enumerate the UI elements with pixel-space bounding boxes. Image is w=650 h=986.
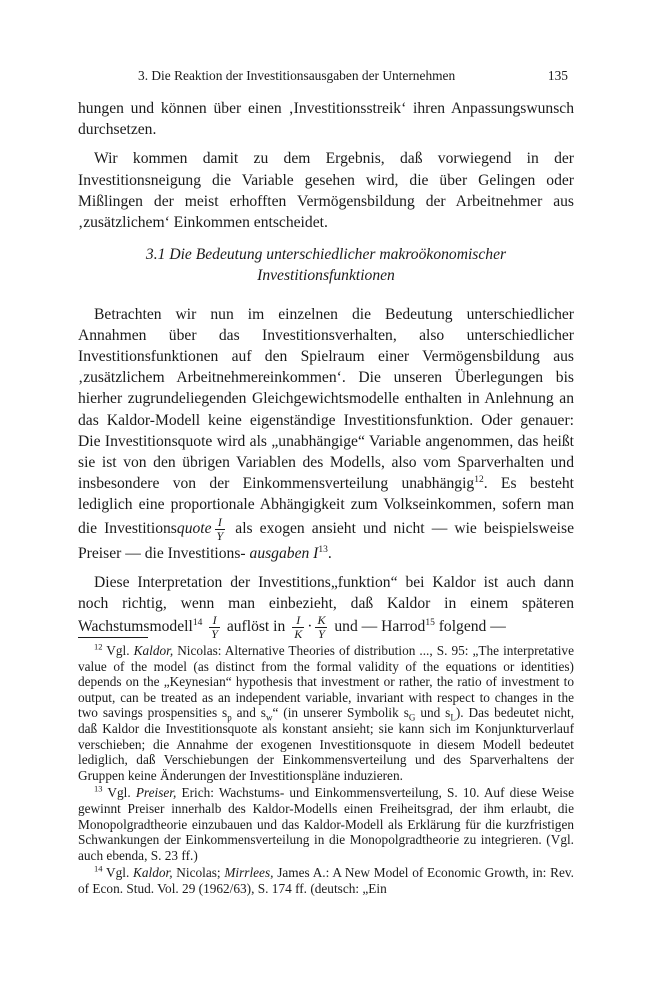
paragraph-3: Betrachten wir nun im einzelnen die Bedeutung unterschiedlicher Annahmen über das Investitionsverhalten, also unterschiedlicher Investitionsfunktionen auf den Spielraum einer Vermögensbildung aus ‚zusätzlichem Arbeitnehmereinkommen‘. Die unseren Überlegungen bis hierher zugrundeliegenden Gleichgewichtsmodelle enthalten in Anlehnung an das Kaldor-Modell keine eigenständige Investitionsfunktion. Oder genauer: Die Investitionsquote wird als „unabhängige“ Variable angenommen, das heißt sie ist von den übrigen Variablen des Modells, also vom Sparverhalten und insbesondere von der Einkommensverteilung unabhängig$^{12}$. Es besteht lediglich eine proportionale Abhängigkeit zum Volkseinkommen, sofern man die Investitionsquote $\frac{I}{Y}$ als exogen ansieht und nicht — wie beispielsweise Preiser — die Investitions- ausgaben $I^{13}$. — [78, 305, 574, 562]
footnote-13: $^{13}$ Vgl. Preiser, Erich: Wachstums- und Einkommensverteilung, S. 10. Auf diese Weise gewinnt Preiser innerhalb des Kaldor-Modells einen Freiheitsgrad, der ihm erlaubt, die Monopolgradtheorie einzubauen und das Kaldor-Modell als Erklärung für die kurzfristigen Schwankungen der Einkommensverteilung in die Monopolgradtheorie zu integrieren. (Vgl. auch ebenda, S. 23 ff.) — [78, 783, 575, 863]
footnote-author: Kaldor, — [133, 643, 174, 658]
paragraph-2: Wir kommen damit zu dem Ergebnis, daß vorwiegend in der Investitionsneigung die Variable gesehen wird, die über Gelingen oder Mißlingen der meist erhofften Vermögensbildung der Arbeitnehmer aus ‚zusätzlichem‘ Einkommen entscheidet. — [78, 150, 574, 232]
footnotes — [78, 643, 574, 899]
multiplication-dot: · — [307, 618, 313, 636]
footnote-author-2: Mirrlees, — [224, 865, 274, 881]
paragraph-4 — [78, 572, 574, 641]
fraction-numerator: I — [215, 516, 226, 530]
fraction-denominator: Y — [216, 528, 224, 543]
paragraph-4-part-d: folgend — — [438, 618, 506, 636]
paragraph-3-part-a: Betrachten wir nun im einzelnen die Bedeutung unterschiedlicher Annahmen über das Investitionsverhalten, also unterschiedlicher Investitionsfunktionen auf den Spielraum einer Vermögensbildung aus ‚zusätzlichem Arbeitnehmereinkommen‘. Die unseren Überlegungen bis hierher zugrundeliegenden Gleichgewichtsmodelle enthalten in Anlehnung an das Kaldor-Modell keine eigenständige Investitionsfunktion. Oder genauer: Die Investitionsquote wird als „unabhängige“ Variable angenommen, das heißt sie ist von den übrigen Variablen des Modells, also vom Sparverhalten und insbesondere von der Einkommensverteilung unabhängig — [78, 305, 574, 493]
footnote-ref-14: 14 — [192, 618, 203, 629]
footnote-12: $^{12}$ Vgl. Kaldor, Nicolas: Alternative Theories of distribution ..., S. 95: „The interpretative value of the model (as distinct from the formal validity of the equations or identities) depends on the „Keynesian“ hypothesis that investment or rather, the ratio of investment to output, can be treated as an independent variable, invariant with respect to changes in the two savings prospensities $s_p$ and $s_w“$ (in unserer Symbolik $s_G$ und $s_L$). Das bedeutet nicht, daß Kaldor die Investitionsquote als konstant ansieht; sie kann sich im Konjunkturverlauf verschieben; die Annahme der exogenen Investitionsquote in diesem Modell bedeutet lediglich, daß Verschiebungen der Einkommensverteilung und des Sparverhaltens der Gruppen keine Änderungen der Investitionspläne induzieren. — [78, 641, 575, 783]
paragraph-3-part-d: ausgaben I — [249, 544, 319, 562]
quote-word: quote — [176, 519, 212, 537]
running-title: 3. Die Reaktion der Investitionsausgaben der Unternehmen — [138, 68, 456, 83]
paragraph-1: hungen und können über einen ‚Investitionsstreik‘ ihren Anpassungswunsch durchsetzen. — [78, 100, 574, 139]
footnote-ref-13: 13 — [318, 544, 328, 555]
section-heading-line-2: Investitionsfunktionen — [257, 267, 395, 285]
main-text — [78, 98, 574, 641]
paragraph-4-part-b: auflöst in — [226, 618, 286, 636]
footnote-author: Preiser, — [135, 785, 177, 801]
running-header — [78, 68, 574, 86]
paragraph-3-part-c: als exogen ansieht und nicht — wie beispielsweise Preiser — die Investitions- — [78, 519, 574, 562]
footnote-separator — [78, 637, 148, 638]
fraction-i-over-y — [215, 516, 226, 543]
paragraph-3-part-b: . Es besteht lediglich eine proportionale Abhängigkeit zum Volkseinkommen, sofern man die Investitions — [78, 475, 574, 537]
footnote-ref-15: 15 — [425, 618, 435, 629]
footnote-author: Kaldor, — [133, 865, 173, 881]
paragraph-4-part-a: Diese Interpretation der Investitions„funktion“ bei Kaldor ist auch dann noch richtig, wenn man einbezieht, daß Kaldor in einem späteren Wachstumsmodell — [78, 573, 574, 636]
paragraph-4-part-c: und — Harrod — [334, 618, 426, 636]
page-number: 135 — [547, 68, 568, 83]
footnote-ref-12: 12 — [474, 475, 484, 486]
fraction-i-over-y-2: $\frac{I}{Y}$ — [211, 613, 218, 642]
fraction-i-over-k: $\frac{I}{K}$ — [294, 613, 303, 642]
fraction-k-over-y: $\frac{K}{Y}$ — [317, 613, 326, 642]
footnote-14: $^{14}$ Vgl. Kaldor, Nicolas; Mirrlees, James A.: A New Model of Economic Growth, in: Rev. of Econ. Stud. Vol. 29 (1962/63), S. 174 ff. (deutsch: „Ein — [78, 863, 574, 896]
section-heading-line-1: 3.1 Die Bedeutung unterschiedlicher makroökonomischer — [145, 246, 507, 264]
section-heading — [78, 244, 574, 286]
